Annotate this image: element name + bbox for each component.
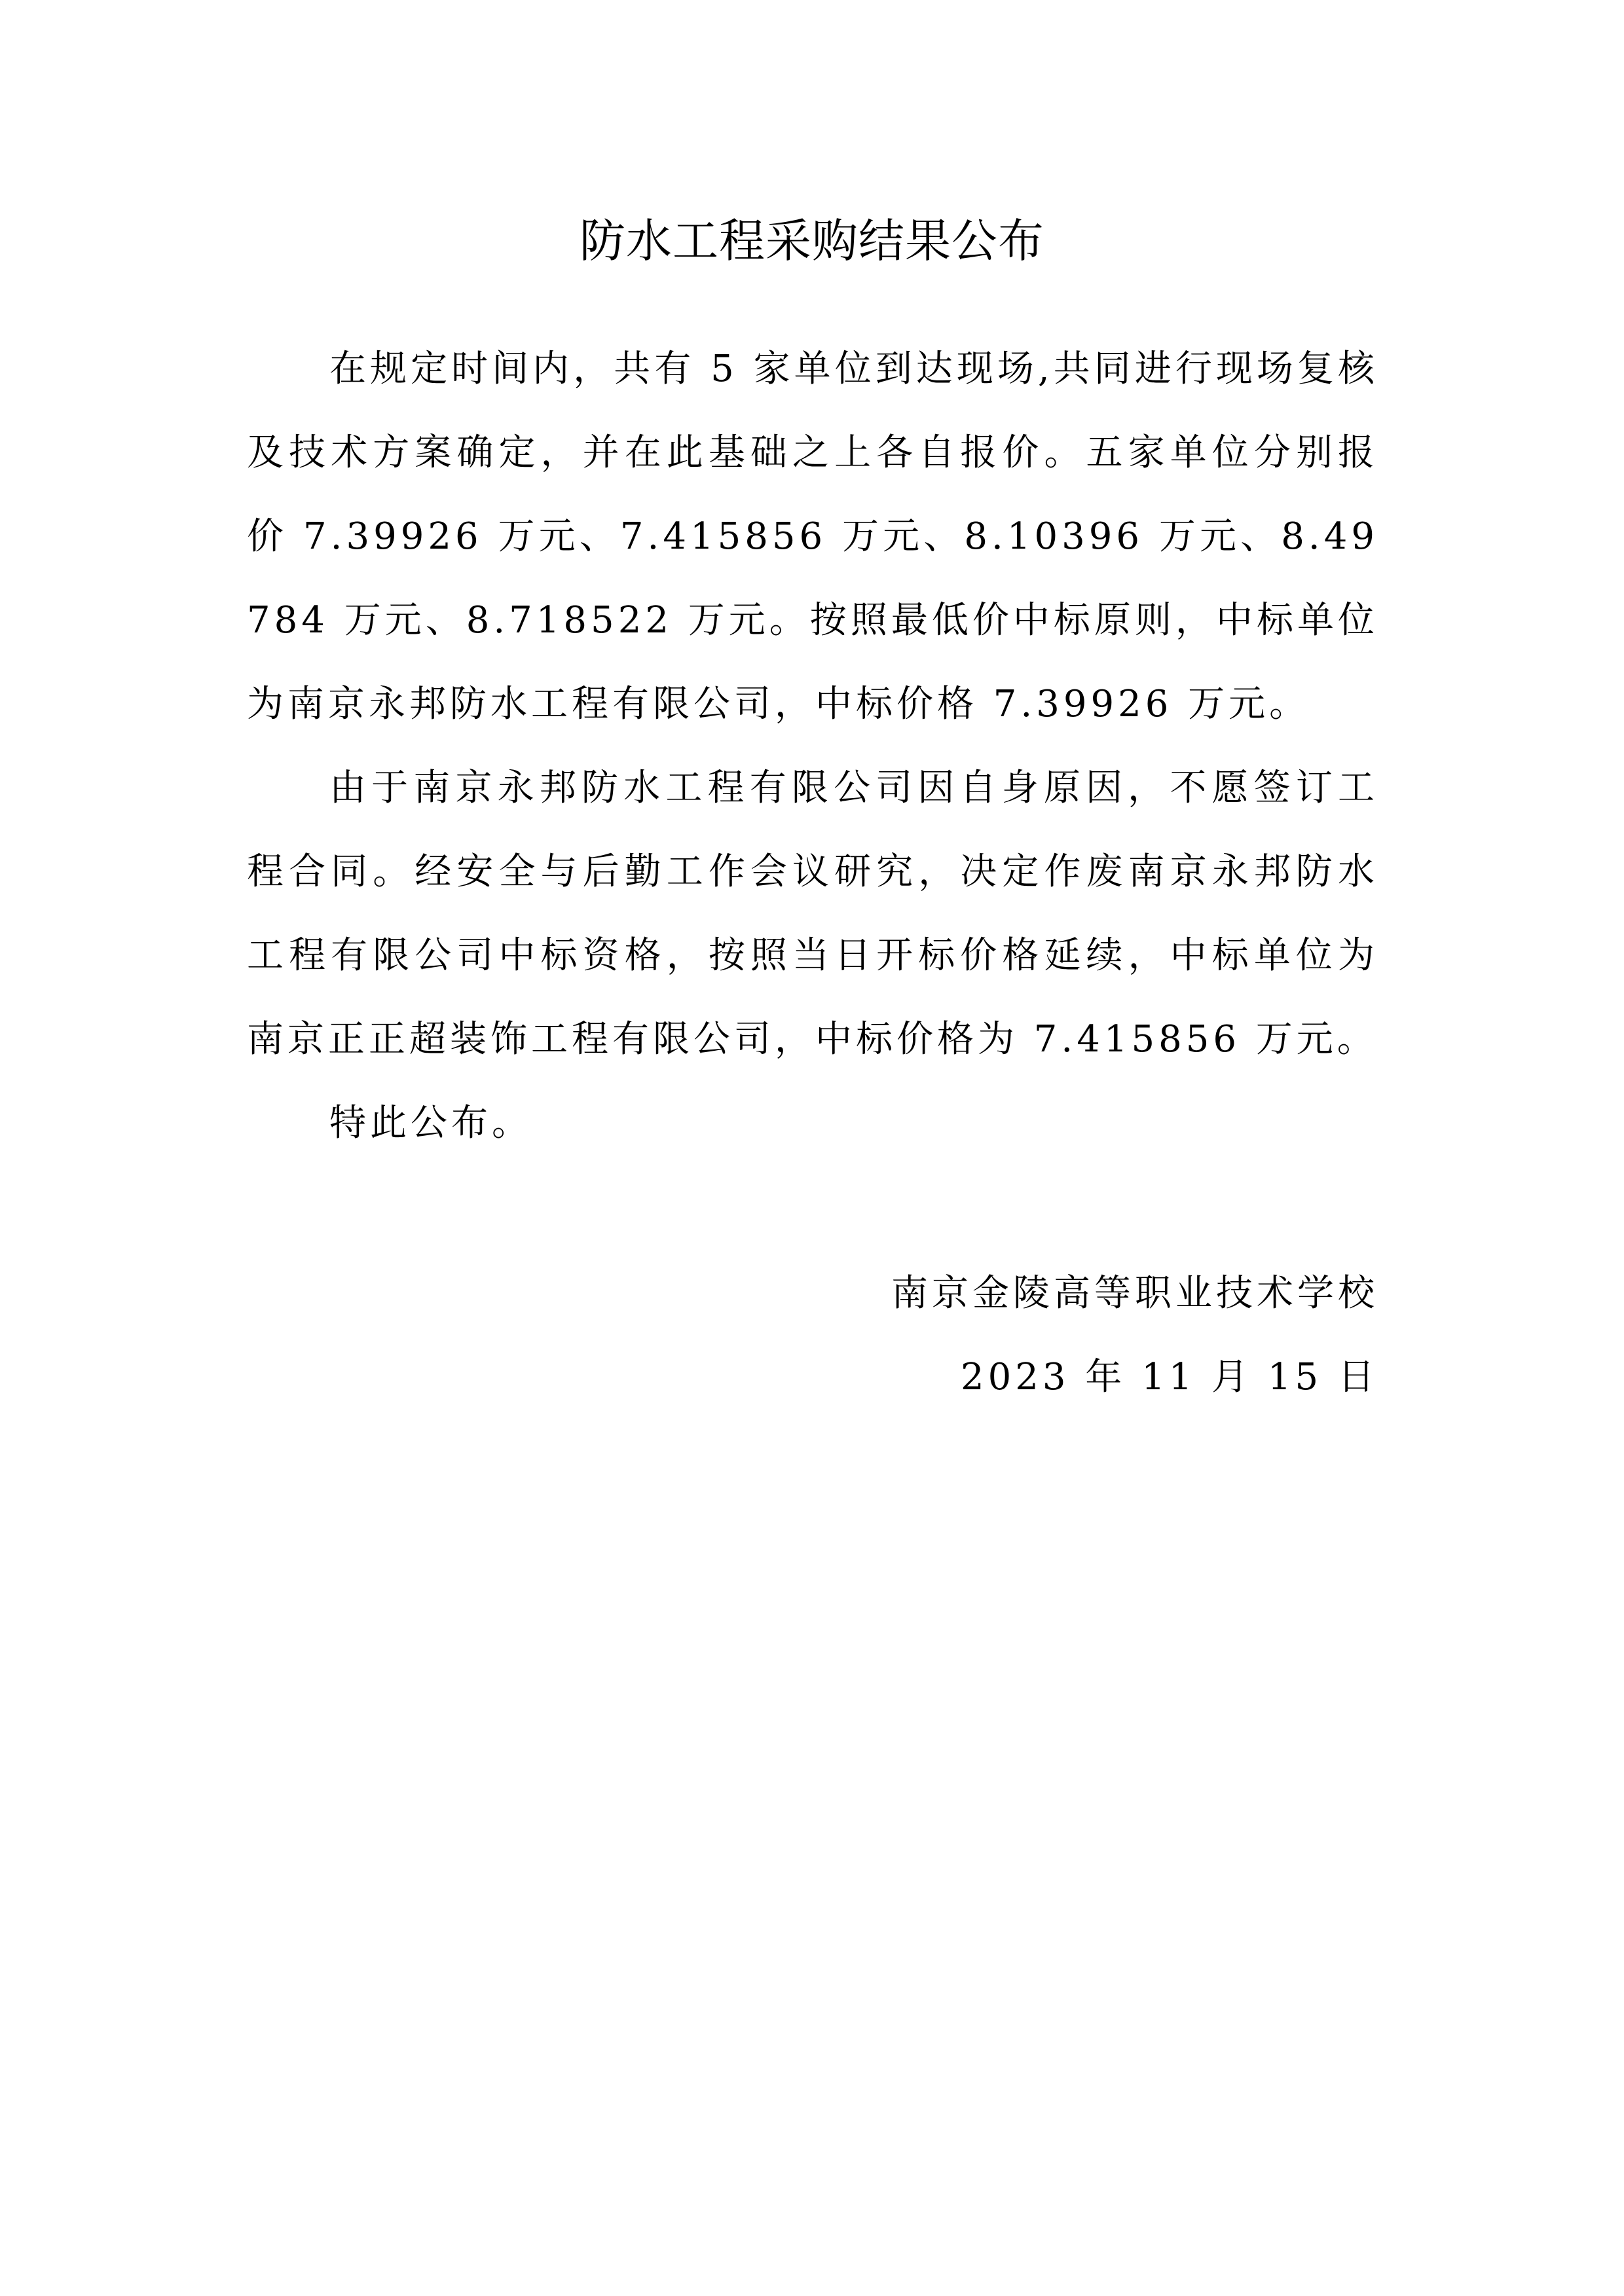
document-body: [247, 327, 1378, 1165]
signature-organization: 南京金陵高等职业技术学校: [891, 1272, 1378, 1315]
paragraph-closing: 特此公布。: [329, 1102, 532, 1144]
document-title: 防水工程采购结果公布: [580, 214, 1044, 268]
signature-date: 2023 年 11 月 15 日: [960, 1356, 1378, 1398]
paragraph-replacement: 由于南京永邦防水工程有限公司因自身原因，不愿签订工程合同。经安全与后勤工作会议研究，决定作废南京永邦防水工程有限公司中标资格，按照当日开标价格延续，中标单位为南京正正超装饰工程有限公司，中标价格为 7.415856 万元。: [247, 767, 1378, 1061]
paragraph-bids: 在规定时间内，共有 5 家单位到达现场,共同进行现场复核及技术方案确定，并在此基础之上各自报价。五家单位分别报价 7.39926 万元、7.415856 万元、8.10396 万元、8.49784 万元、8.718522 万元。按照最低价中标原则，中标单位为南京永邦防水工程有限公司，中标价格 7.39926 万元。: [247, 348, 1378, 725]
